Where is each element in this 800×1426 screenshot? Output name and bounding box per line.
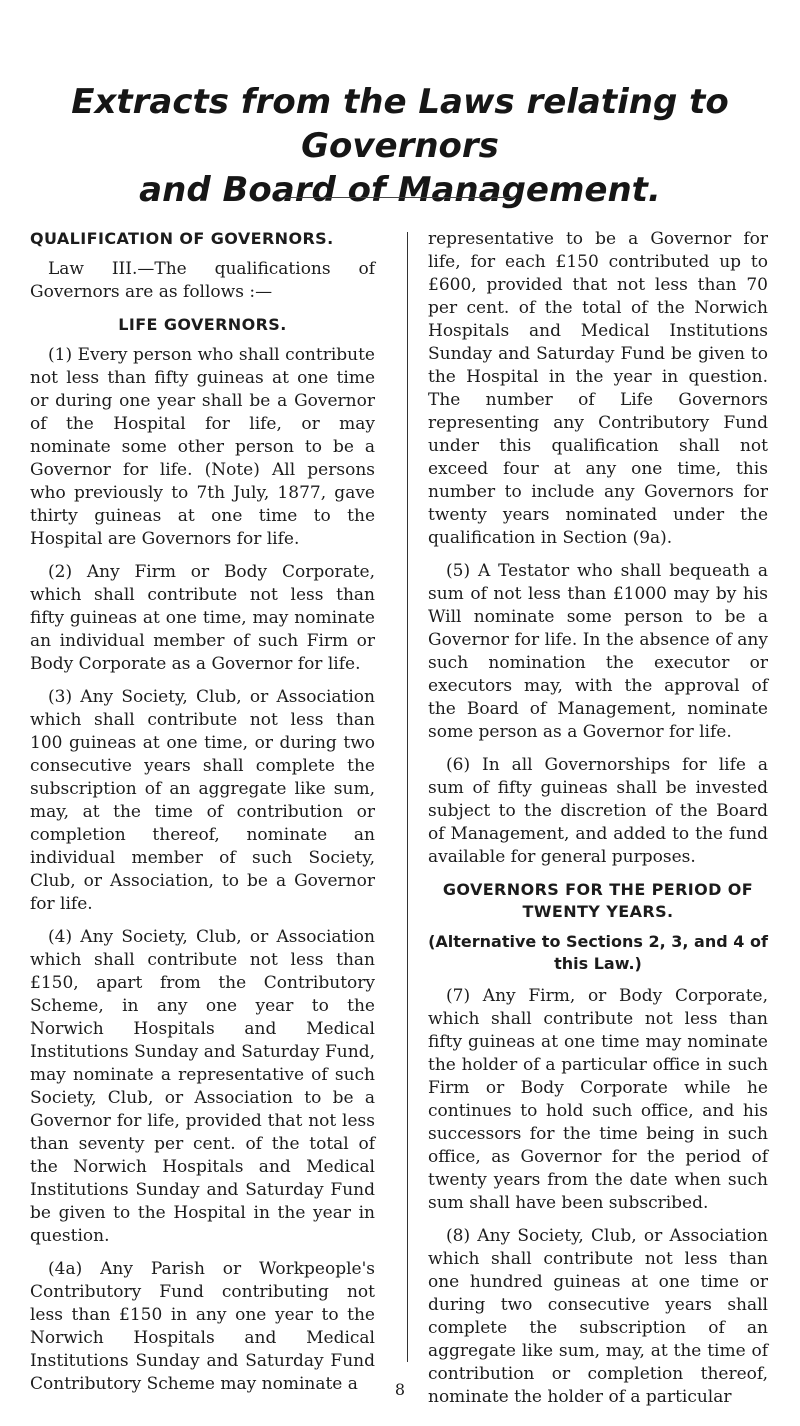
section-subheading: (Alternative to Sections 2, 3, and 4 of this Law.) [428, 932, 768, 973]
right-column [428, 228, 768, 1419]
title-line-2: and Board of Management. [139, 170, 661, 210]
clause-6: (6) In all Governorships for life a sum of fifty guineas shall be invested subject to the discretion of the Board of Management, and added to the fund available for general purposes. [428, 755, 768, 867]
clause-1: (1) Every person who shall contribute not less than fifty guineas at one time or during one year shall be a Governor of the Hospital for life, or may nominate some other person to be a Governor for life. (Note) All persons who previously to 7th July, 1877, gave thirty guineas at one time to the Hospital are Governors for life. [30, 345, 375, 549]
left-column [30, 228, 375, 1406]
clause-7: (7) Any Firm, or Body Corporate, which shall contribute not less than fifty guineas at one time may nominate the holder of a particular office in such Firm or Body Corporate while he continues to hold such office, and his successors for the time being in such office, as Governor for the period of twenty years from the date when such sum shall have been subscribed. [428, 986, 768, 1213]
clause-4a: (4a) Any Parish or Workpeople's Contributory Fund contributing not less than £150 in any one year to the Norwich Hospitals and Medical Institutions Sunday and Saturday Fund Contributory Scheme may nominate a [30, 1259, 375, 1394]
clause-5: (5) A Testator who shall bequeath a sum of not less than £1000 may by his Will nominate some person to be a Governor for life. In the absence of any such nomination the executor or executors may, with the approval of the Board of Management, nominate some person as a Governor for life. [428, 561, 768, 742]
title-line-1: Extracts from the Laws relating to Governors [71, 82, 729, 166]
title-divider [285, 197, 515, 198]
section-heading-qualification: QUALIFICATION OF GOVERNORS. [30, 229, 334, 248]
column-divider [407, 232, 408, 1362]
section-heading-life-governors: LIFE GOVERNORS. [118, 315, 287, 334]
section-heading-twenty-years: GOVERNORS FOR THE PERIOD OF TWENTY YEARS. [442, 880, 754, 921]
clause-4: (4) Any Society, Club, or Association which shall contribute not less than £150, apart from the Contributory Scheme, in any one year to the Norwich Hospitals and Medical Institutions Sunday and Saturday Fund, may nominate a representative of such Society, Club, or Association to be a Governor for life, provided that not less than seventy per cent. of the total of the Norwich Hospitals and Medical Institutions Sunday and Saturday Fund be given to the Hospital in the year in question. [30, 927, 375, 1246]
clause-2: (2) Any Firm or Body Corporate, which shall contribute not less than fifty guineas at one time, may nominate an individual member of such Firm or Body Corporate as a Governor for life. [30, 562, 375, 674]
page-title [0, 80, 800, 212]
page-number: 8 [394, 1380, 406, 1399]
clause-3: (3) Any Society, Club, or Association which shall contribute not less than 100 guineas at one time, or during two consecutive years shall complete the subscription of an aggregate like sum, may, at the time of contribution or completion thereof, nominate an individual member of such Society, Club, or Association, to be a Governor for life. [30, 687, 375, 914]
clause-4a-continued: representative to be a Governor for life, for each £150 contributed up to £600, provided that not less than 70 per cent. of the total of the Norwich Hospitals and Medical Institutions Sunday and Saturday Fund be given to the Hospital in the year in question. The number of Life Governors representing any Contributory Fund under this qualification shall not exceed four at any one time, this number to include any Governors for twenty years nominated under the qualification in Section (9a). [428, 229, 768, 548]
clause-8: (8) Any Society, Club, or Association which shall contribute not less than one hundred guineas at one time or during two consecutive years shall complete the subscription of an aggregate like sum, may, at the time of contribution or completion thereof, nominate the holder of a particular [428, 1226, 768, 1407]
law-intro: Law III.—The qualifications of Governors are as follows :— [30, 259, 375, 302]
